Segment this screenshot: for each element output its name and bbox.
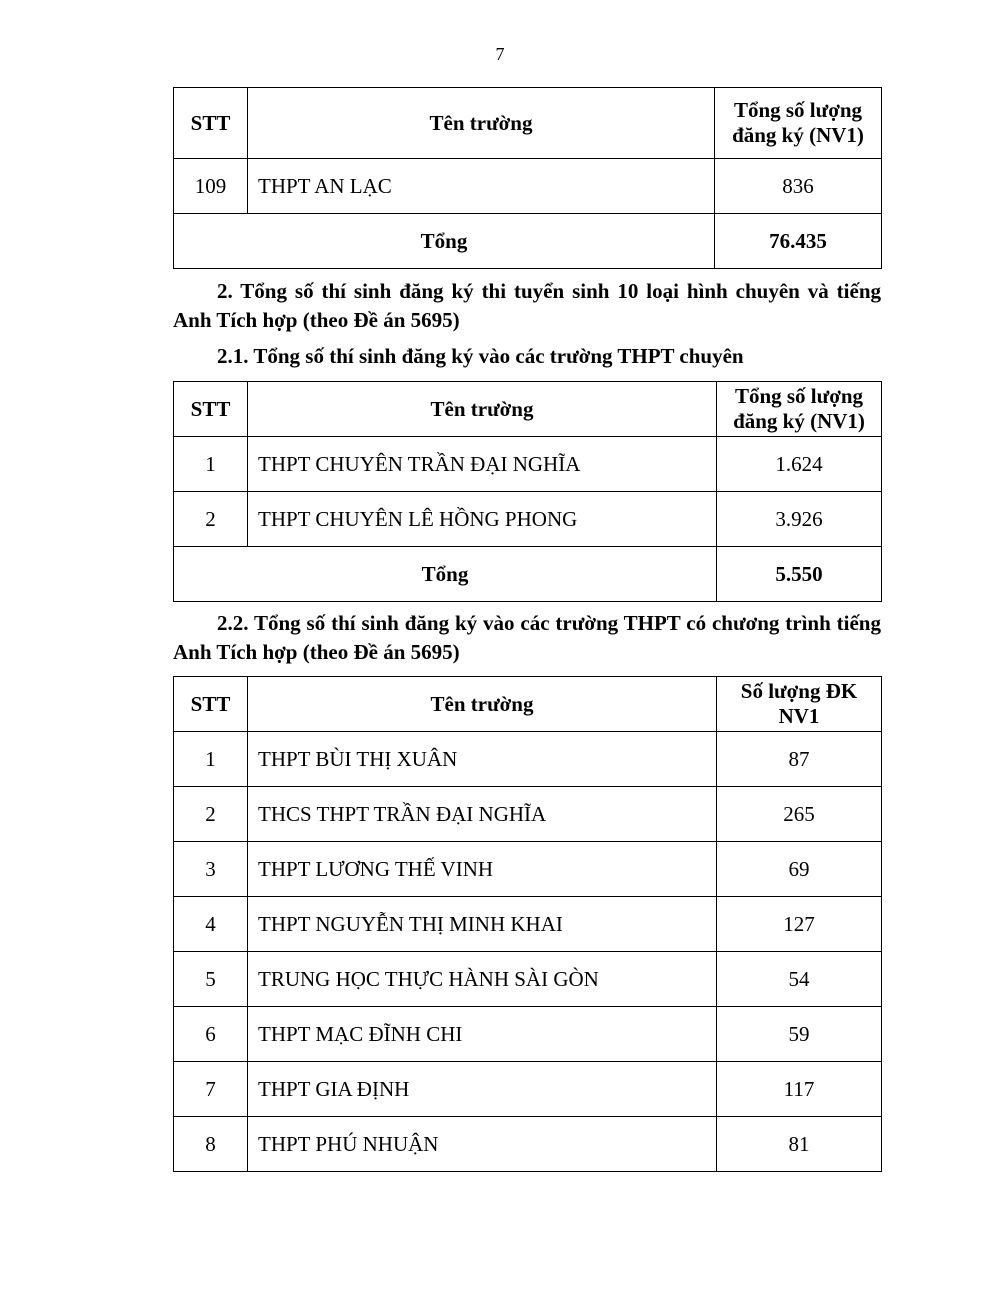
table-row xyxy=(174,732,882,787)
row-stt: 7 xyxy=(174,1062,248,1117)
row-stt: 4 xyxy=(174,897,248,952)
row-stt: 8 xyxy=(174,1117,248,1172)
row-school-name: THPT NGUYỄN THỊ MINH KHAI xyxy=(248,897,717,952)
header-school-name: Tên trường xyxy=(248,677,717,732)
table-row xyxy=(174,1007,882,1062)
header-count: Tổng số lượng đăng ký (NV1) xyxy=(715,88,882,159)
row-stt: 2 xyxy=(174,787,248,842)
row-count: 59 xyxy=(717,1007,882,1062)
row-count: 54 xyxy=(717,952,882,1007)
table-row xyxy=(174,1117,882,1172)
table-header-row xyxy=(174,382,882,437)
table-registration-continued xyxy=(173,87,882,269)
row-school-name: THPT CHUYÊN TRẦN ĐẠI NGHĨA xyxy=(248,437,717,492)
row-count: 127 xyxy=(717,897,882,952)
page-number: 7 xyxy=(495,44,505,64)
row-school-name: THPT PHÚ NHUẬN xyxy=(248,1117,717,1172)
total-row xyxy=(174,214,882,269)
row-school-name: THPT BÙI THỊ XUÂN xyxy=(248,732,717,787)
table-integrated-english-schools xyxy=(173,676,882,1172)
header-stt: STT xyxy=(174,677,248,732)
row-stt: 5 xyxy=(174,952,248,1007)
row-school-name: THPT LƯƠNG THẾ VINH xyxy=(248,842,717,897)
total-value: 76.435 xyxy=(715,214,882,269)
table-row xyxy=(174,1062,882,1117)
total-row xyxy=(174,547,882,602)
header-stt: STT xyxy=(174,88,248,159)
table-row xyxy=(174,437,882,492)
table-row xyxy=(174,787,882,842)
row-stt: 2 xyxy=(174,492,248,547)
table-row xyxy=(174,897,882,952)
section-2-heading: 2. Tổng số thí sinh đăng ký thi tuyển sinh 10 loại hình chuyên và tiếng Anh Tích hợp (theo Đề án 5695) xyxy=(173,279,881,332)
row-school-name: TRUNG HỌC THỰC HÀNH SÀI GÒN xyxy=(248,952,717,1007)
section-2-1-heading: 2.1. Tổng số thí sinh đăng ký vào các trường THPT chuyên xyxy=(217,344,744,368)
row-stt: 3 xyxy=(174,842,248,897)
row-school-name: THPT AN LẠC xyxy=(248,159,715,214)
table-row xyxy=(174,952,882,1007)
row-school-name: THCS THPT TRẦN ĐẠI NGHĨA xyxy=(248,787,717,842)
table-row xyxy=(174,842,882,897)
row-stt: 109 xyxy=(174,159,248,214)
row-count: 117 xyxy=(717,1062,882,1117)
row-school-name: THPT CHUYÊN LÊ HỒNG PHONG xyxy=(248,492,717,547)
section-2-2-heading: 2.2. Tổng số thí sinh đăng ký vào các trường THPT có chương trình tiếng Anh Tích hợp (theo Đề án 5695) xyxy=(173,611,881,664)
row-count: 87 xyxy=(717,732,882,787)
table-specialized-schools xyxy=(173,381,882,602)
row-count: 3.926 xyxy=(717,492,882,547)
table-header-row xyxy=(174,677,882,732)
total-value: 5.550 xyxy=(717,547,882,602)
row-count: 69 xyxy=(717,842,882,897)
header-school-name: Tên trường xyxy=(248,88,715,159)
row-count: 81 xyxy=(717,1117,882,1172)
row-stt: 1 xyxy=(174,732,248,787)
total-label: Tổng xyxy=(174,547,717,602)
total-label: Tổng xyxy=(174,214,715,269)
table-row xyxy=(174,492,882,547)
header-count: Số lượng ĐK NV1 xyxy=(717,677,882,732)
row-school-name: THPT MẠC ĐĨNH CHI xyxy=(248,1007,717,1062)
header-stt: STT xyxy=(174,382,248,437)
row-stt: 1 xyxy=(174,437,248,492)
row-count: 1.624 xyxy=(717,437,882,492)
header-count: Tổng số lượng đăng ký (NV1) xyxy=(717,382,882,437)
table-header-row xyxy=(174,88,882,159)
header-school-name: Tên trường xyxy=(248,382,717,437)
row-stt: 6 xyxy=(174,1007,248,1062)
row-count: 836 xyxy=(715,159,882,214)
table-row xyxy=(174,159,882,214)
row-count: 265 xyxy=(717,787,882,842)
row-school-name: THPT GIA ĐỊNH xyxy=(248,1062,717,1117)
